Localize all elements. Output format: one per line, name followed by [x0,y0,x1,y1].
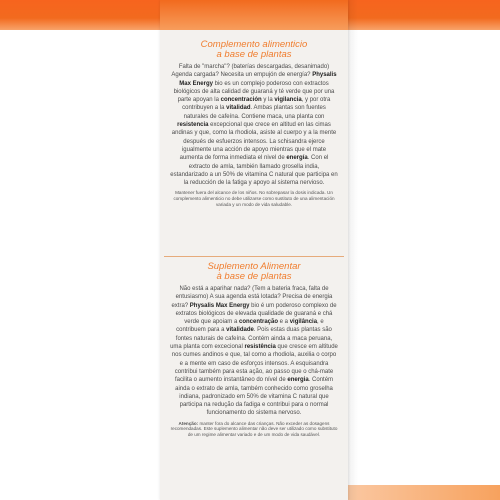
spanish-section [170,40,338,208]
portuguese-text-1: bio é um poderoso complexo de extratos biológicos de elevada qualidade de guaraná e chá verde que apoiam a [175,302,337,326]
portuguese-heading-line1: Suplemento Alimentar [207,261,301,272]
spanish-text-2: , y por otra contribuyen a la [182,97,331,112]
portuguese-heading-line2: à base de plantas [216,271,292,282]
package-orange-band [160,0,348,30]
spanish-text-1: bio es un complejo poderoso con extractos biológicos de alta calidad de guaraná y té verde que por una parte apoyan la [173,80,335,104]
section-divider [164,256,344,257]
portuguese-text-4: que cresce em altitude nos cumes andinos e que, tal como a rhodiola, auxilia o corpo e a mente em caso de esforços intensos. A esquisandra contribui também para esta ação, ao passo que o chá-mate facilita o aumento instantâneo do nível de [171,344,338,384]
portuguese-section [170,262,338,438]
spanish-brand: Physalis Max Energy [179,72,337,87]
portuguese-resistance: resistência [244,344,276,351]
portuguese-heading [170,262,338,282]
portuguese-vigilance: vigilância [289,319,318,326]
spanish-description [170,63,338,187]
portuguese-concentration: concentração [238,319,278,326]
spanish-text-3: . Ambas plantas son fuentes naturales de cafeína. Contiene maca, una planta con [183,105,326,120]
portuguese-connector: e a [279,319,289,326]
spanish-connector: y la [263,97,273,104]
portuguese-description [170,285,338,418]
spanish-energy: energía [286,155,308,162]
spanish-text-5: . Con el extracto de amla, también llamado grosella india, estandarizado a un 50% de vitamina C natural que participa en la reducción de la fatiga y apoyo al sistema nervioso. [170,155,338,187]
portuguese-warning-text: manter fora do alcance das crianças. Não exceder as dosagens recomendadas. Este suplemento alimentar não deve ser utilizado como substituto de um regime alimentar variado e de um modo de vida saudável. [170,420,338,438]
spanish-concentration: concentración [220,97,262,104]
package-edge-shadow [348,0,358,500]
spanish-vitality: vitalidad [226,105,251,112]
portuguese-brand: Physalis Max Energy [189,302,250,309]
spanish-vigilance: vigilancia [274,97,302,104]
spanish-heading-line2: a base de plantas [216,49,292,60]
portuguese-vitality: vitalidade [226,327,254,334]
spanish-text-4: excepcional que crece en altitud en las cimas andinas y que, como la rhodiola, asiste al cuerpo y a la mente después de esfuerzos intensos. La schisandra ejerce igualmente una acción de apoyo mientras que el mate aumenta de forma inmediata el nivel de [171,122,337,162]
spanish-warning-note: Mantener fuera del alcance de los niños. No sobrepasar la dosis indicada. Un complemento alimenticio no debe utilizarse como sustituto de una alimentación variada y un modo de vida saludable. [173,190,335,207]
package-side-panel [160,0,348,500]
portuguese-energy: energia [287,377,309,384]
spanish-heading-line1: Complemento alimenticio [200,39,308,50]
portuguese-intro: Não está a aparihar nada? (Tem a bateria fraca, falta de entusiasmo) A sua agenda está lotada? Precisa de energia extra? [171,286,333,309]
spanish-intro: Falta de "marcha"? (baterías descargadas, desanimado) Agenda cargada? Necesita un empujón de energía? [171,64,330,79]
portuguese-text-2: , e contribuem para a [176,319,324,334]
portuguese-warning-label: Atenção: [178,420,199,426]
portuguese-warning-note [170,421,338,438]
spanish-resistance: resistencia [177,122,209,129]
spanish-heading [170,40,338,60]
portuguese-text-5: . Contém ainda o extrato de amla, também conhecido como groselha indiana, padronizado em 50% de vitamina C natural que participa na redução da fadiga e contribui para o normal funcionamento do sistema nervoso. [175,377,334,417]
portuguese-text-3: . Pois estas duas plantas são fontes naturais de cafeína. Contém ainda a maca peruana, uma planta com excecional [170,327,333,351]
